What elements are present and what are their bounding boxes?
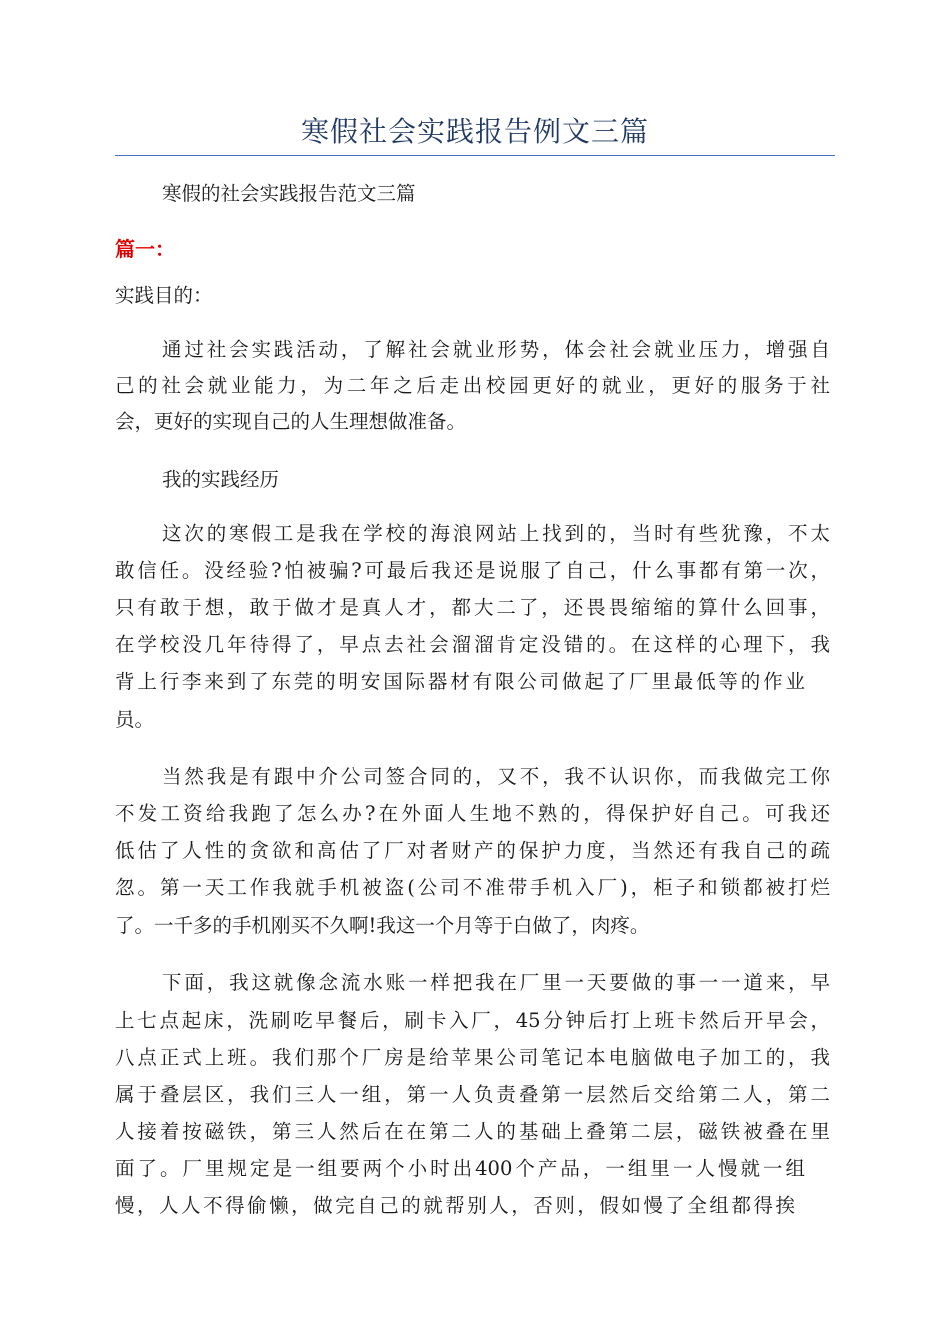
section-heading: 篇一： xyxy=(115,237,175,261)
label-experience: 我的实践经历 xyxy=(162,468,280,491)
paragraph-line: 己的社会就业能力，为二年之后走出校园更好的就业，更好的服务于社 xyxy=(115,374,830,397)
paragraph-line: 人接着按磁铁，第三人然后在在第二人的基础上叠第二层，磁铁被叠在里 xyxy=(115,1120,830,1143)
paragraph-line: 慢，人人不得偷懒，做完自己的就帮别人，否则，假如慢了全组都得挨 xyxy=(115,1194,795,1217)
paragraph-line: 当然我是有跟中介公司签合同的，又不，我不认识你，而我做完工你 xyxy=(162,765,830,788)
paragraph-line: 通过社会实践活动，了解社会就业形势，体会社会就业压力，增强自 xyxy=(162,338,830,361)
paragraph-line: 员。 xyxy=(115,708,155,731)
paragraph-line: 背上行李来到了东莞的明安国际器材有限公司做起了厂里最低等的作业 xyxy=(115,670,805,693)
title-underline xyxy=(115,155,835,156)
document-title: 寒假社会实践报告例文三篇 xyxy=(300,115,649,148)
paragraph-line: 低估了人性的贪欲和高估了厂对者财产的保护力度，当然还有我自己的疏 xyxy=(115,839,830,862)
paragraph-line: 不发工资给我跑了怎么办?在外面人生地不熟的，得保护好自己。可我还 xyxy=(115,802,830,825)
document-subtitle: 寒假的社会实践报告范文三篇 xyxy=(162,182,416,205)
paragraph-line: 敢信任。没经验?怕被骗?可最后我还是说服了自己，什么事都有第一次， xyxy=(115,559,830,582)
paragraph-line: 下面，我这就像念流水账一样把我在厂里一天要做的事一一道来，早 xyxy=(162,971,830,994)
paragraph-line: 八点正式上班。我们那个厂房是给苹果公司笔记本电脑做电子加工的，我 xyxy=(115,1046,830,1069)
paragraph-line: 了。一千多的手机刚买不久啊!我这一个月等于白做了，肉疼。 xyxy=(115,914,650,937)
paragraph-line: 属于叠层区，我们三人一组，第一人负责叠第一层然后交给第二人，第二 xyxy=(115,1083,830,1106)
label-purpose: 实践目的： xyxy=(115,284,213,307)
paragraph-line: 忽。第一天工作我就手机被盗(公司不准带手机入厂)，柜子和锁都被打烂 xyxy=(115,876,830,899)
paragraph-line: 面了。厂里规定是一组要两个小时出400个产品，一组里一人慢就一组 xyxy=(115,1157,805,1180)
paragraph-line: 只有敢于想，敢于做才是真人才，都大二了，还畏畏缩缩的算什么回事， xyxy=(115,596,830,619)
paragraph-line: 会，更好的实现自己的人生理想做准备。 xyxy=(115,410,467,433)
paragraph-line: 上七点起床，洗刷吃早餐后，刷卡入厂，45分钟后打上班卡然后开早会， xyxy=(115,1009,830,1032)
paragraph-line: 在学校没几年待得了，早点去社会溜溜肯定没错的。在这样的心理下，我 xyxy=(115,633,830,656)
paragraph-line: 这次的寒假工是我在学校的海浪网站上找到的，当时有些犹豫，不太 xyxy=(162,522,830,545)
